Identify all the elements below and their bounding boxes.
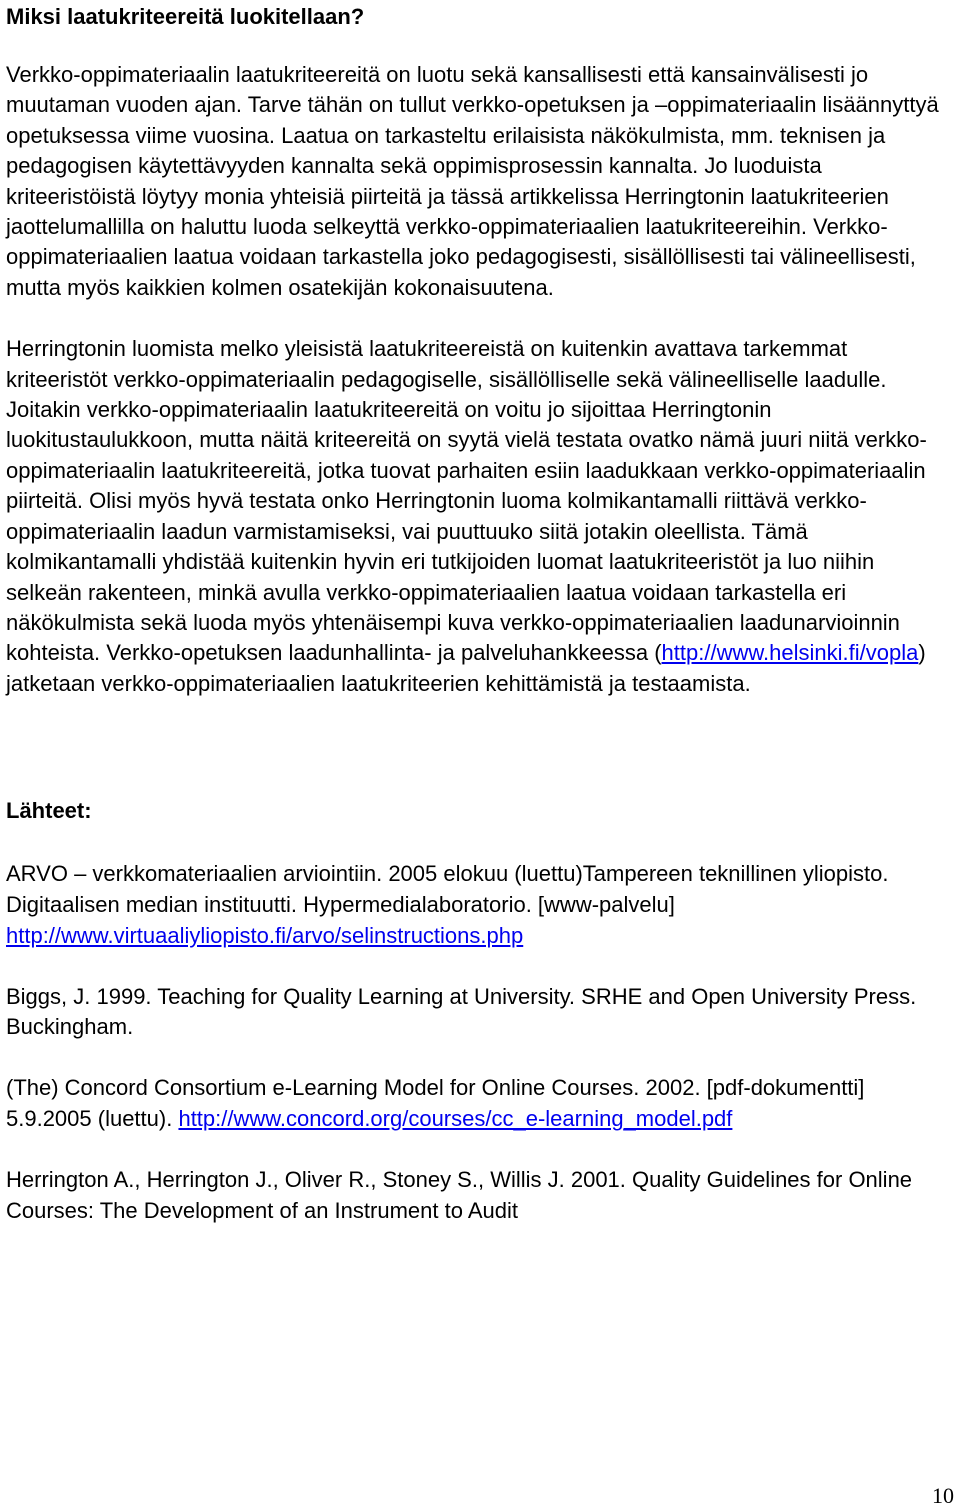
sources-heading: Lähteet: <box>6 798 92 824</box>
reference-text: (The) Concord Consortium e-Learning Model for Online Courses. 2002. [pdf-dokumentti] 5.9.2005 (luettu). <box>6 1075 865 1131</box>
arvo-link[interactable]: http://www.virtuaaliyliopisto.fi/arvo/selinstructions.php <box>6 922 524 948</box>
reference-text: ARVO – verkkomateriaalien arviointiin. 2005 elokuu (luettu)Tampereen teknillinen yliopisto. Digitaalisen median instituutti. Hypermedialaboratorio. [www-palvelu] <box>6 861 889 917</box>
concord-link[interactable]: http://www.concord.org/courses/cc_e-learning_model.pdf <box>178 1105 733 1131</box>
reference-text: Herrington A., Herrington J., Oliver R., Stoney S., Willis J. 2001. Quality Guidelines for Online Courses: The Development of an Instrument to Audit <box>6 1166 913 1223</box>
section-heading: Miksi laatukriteereitä luokitellaan? <box>6 4 365 29</box>
paragraph-2-text-end: ) jatketaan verkko-oppimateriaalien laatukriteerien kehittämistä ja testaamista. <box>6 640 926 696</box>
reference-arvo <box>6 859 954 951</box>
reference-herrington <box>6 1165 954 1227</box>
reference-text: Biggs, J. 1999. Teaching for Quality Learning at University. SRHE and Open University Press. Buckingham. <box>6 983 917 1040</box>
paragraph-2-text: Herringtonin luomista melko yleisistä laatukriteereistä on kuitenkin avattava tarkemmat kriteeristöt verkko-oppimateriaalin pedagogiselle, sisällölliselle sekä välineelliselle laadulle. Joitakin verkko-oppimateriaalin laatukriteereitä on voitu jo sijoittaa Herringtonin luokitustaulukkoon, mutta näitä kriteereitä on syytä vielä testata ovatko nämä juuri niitä verkko-oppimateriaalin laatukriteereitä, jotka tuovat parhaiten esiin laadukkaan verkko-oppimateriaalin piirteitä. Olisi myös hyvä testata onko Herringtonin luoma kolmikantamalli riittävä verkko-oppimateriaalin laadun varmistamiseksi, vai puuttuuko siitä jotakin oleellista. Tämä kolmikantamalli yhdistää kuitenkin hyvin eri tutkijoiden luomat laatukriteeristöt ja luo niihin selkeän rakenteen, minkä avulla verkko-oppimateriaalien laatua voidaan tarkastella eri näkökulmista sekä luoda myös yhtenäisempi kuva verkko-oppimateriaalien laadunarvioinnin kohteista. Verkko-opetuksen laadunhallinta- ja palveluhankkeessa ( <box>6 336 927 666</box>
reference-biggs <box>6 982 954 1044</box>
vopla-link[interactable]: http://www.helsinki.fi/vopla <box>661 640 919 666</box>
document-page <box>6 0 954 1226</box>
page-number: 10 <box>932 1483 954 1508</box>
reference-concord <box>6 1073 954 1135</box>
paragraph-2 <box>6 334 954 699</box>
paragraph-1: Verkko-oppimateriaalin laatukriteereitä on luotu sekä kansallisesti että kansainvälisesti jo muutaman vuoden ajan. Tarve tähän on tullut verkko-opetuksen ja –oppimateriaalin lisäännyttyä opetuksessa viime vuosina. Laatua on tarkasteltu erilaisista näkökulmista, mm. teknisen ja pedagogisen käytettävyyden kannalta sekä oppimisprosessin kannalta. Jo luoduista kriteeristöistä löytyy monia yhteisiä piirteitä ja tässä artikkelissa Herringtonin laatukriteerien jaottelumallilla on haluttu luoda selkeyttä verkko-oppimateriaalien laatukriteereihin. Verkko-oppimateriaalien laatua voidaan tarkastella joko pedagogisesti, sisällöllisesti tai välineellisesti, mutta myös kaikkien kolmen osatekijän kokonaisuutena. <box>6 62 939 300</box>
